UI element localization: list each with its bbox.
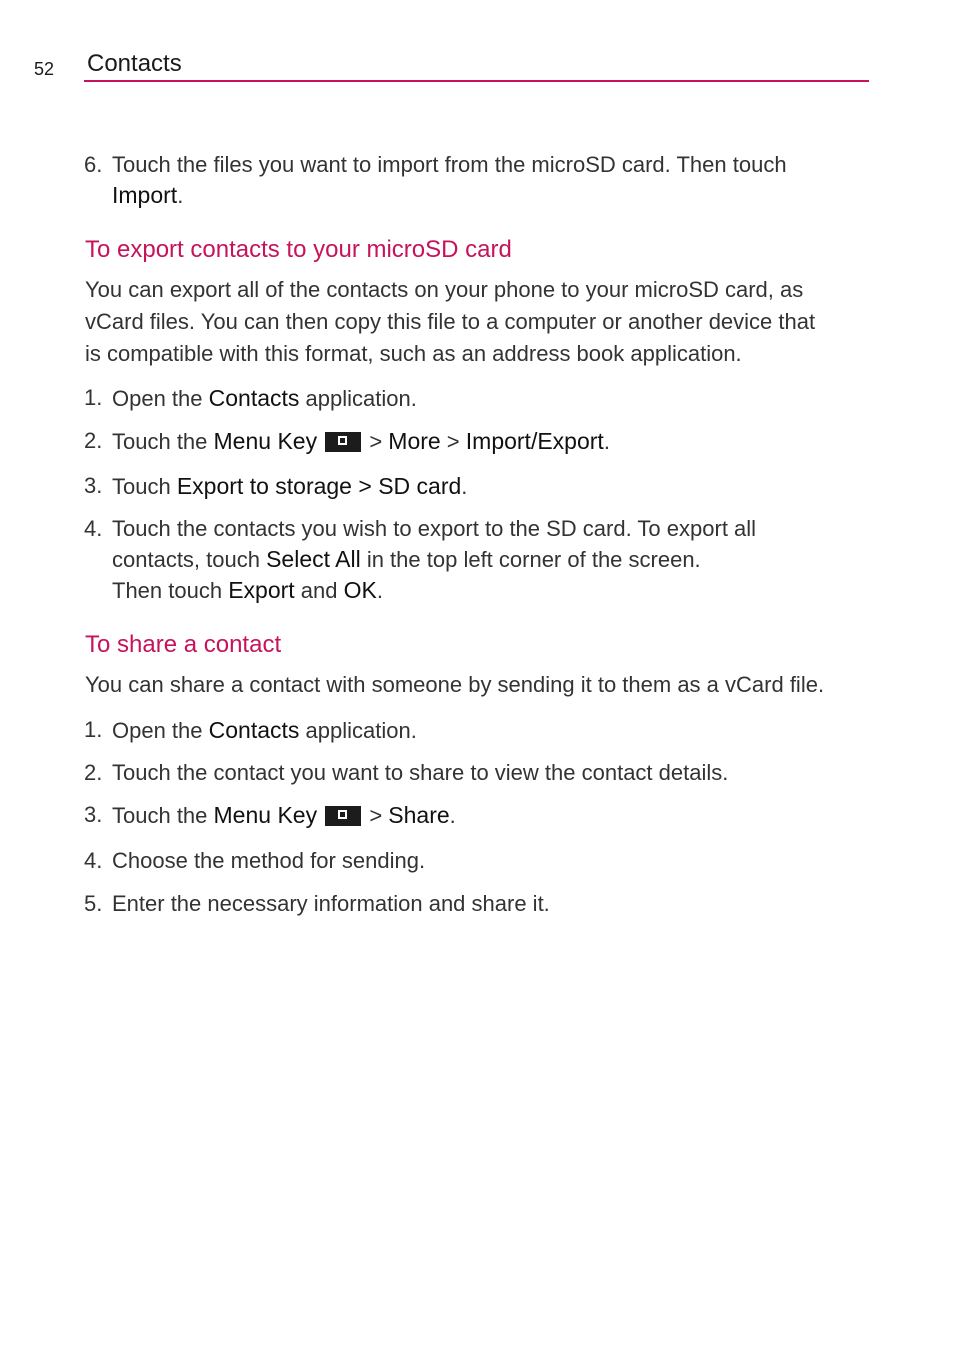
step-number: 1. <box>84 385 103 410</box>
contacts-label: Contacts <box>208 717 300 743</box>
section-title: Contacts <box>87 50 182 77</box>
menu-key-icon <box>325 432 361 452</box>
menu-key-icon <box>325 806 361 826</box>
page-number: 52 <box>34 59 55 79</box>
share-intro: You can share a contact with someone by sending it to them as a vCard file. <box>85 672 825 697</box>
share-heading: To share a contact <box>85 631 282 658</box>
export-intro: You can export all of the contacts on your phone to your microSD card, as vCard files. You can then copy this file to a computer or another device that is compatible with this format, such as an address book application. <box>85 277 816 366</box>
more-label: More <box>388 428 441 454</box>
import-step-6 <box>84 150 874 210</box>
menu-key-label: Menu Key <box>213 802 318 828</box>
step-number: 4. <box>84 848 103 873</box>
menu-key-label: Menu Key <box>213 428 318 454</box>
select-all-label: Select All <box>266 546 361 572</box>
step-text: Touch the files you want to import from the microSD card. Then touch Import. <box>112 152 787 208</box>
ok-label: OK <box>343 577 377 603</box>
step-number: 2. <box>84 428 103 453</box>
step-number: 1. <box>84 717 103 742</box>
step-number: 3. <box>84 473 103 498</box>
import-label: Import <box>112 182 178 208</box>
step-number: 6. <box>84 152 103 177</box>
step-number: 4. <box>84 516 103 541</box>
import-export-label: Import/Export <box>465 428 604 454</box>
export-label: Export <box>228 577 295 603</box>
step-number: 5. <box>84 891 103 916</box>
export-to-storage-label: Export to storage > SD card <box>176 473 462 499</box>
step-number: 3. <box>84 802 103 827</box>
step-number: 2. <box>84 760 103 785</box>
share-label: Share <box>388 802 450 828</box>
header-divider <box>84 80 869 82</box>
export-heading: To export contacts to your microSD card <box>85 236 512 263</box>
contacts-label: Contacts <box>208 385 300 411</box>
